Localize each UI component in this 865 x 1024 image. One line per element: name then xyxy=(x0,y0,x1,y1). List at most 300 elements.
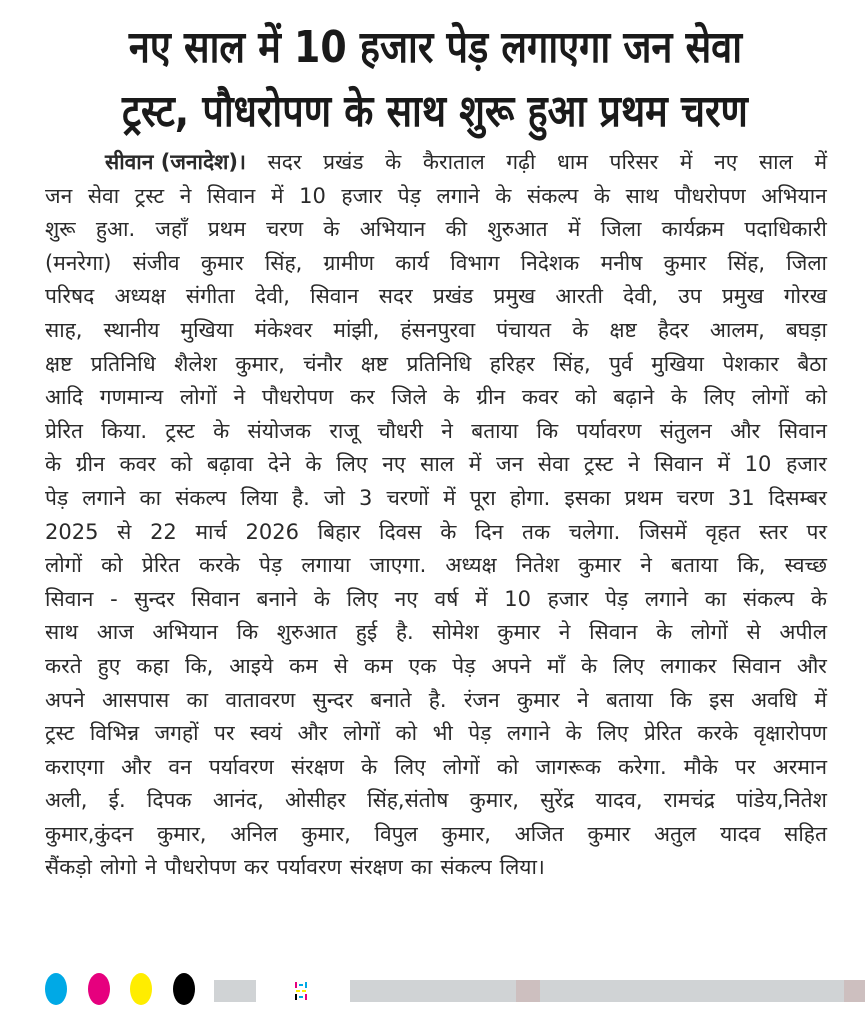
word: देवी, xyxy=(623,284,659,309)
word: जिला xyxy=(786,250,827,275)
word: मार्च xyxy=(195,519,227,544)
word: हुआ. xyxy=(95,217,136,242)
word: प्रतिनिधि xyxy=(90,351,156,376)
word: अध्यक्ष xyxy=(445,553,497,578)
word: के xyxy=(385,150,402,174)
registration-mark-icon xyxy=(294,981,308,1001)
word: कहा xyxy=(136,653,170,678)
word: पेड़ xyxy=(452,653,476,678)
word: पेड़ xyxy=(605,586,629,611)
word: अभियान xyxy=(359,217,426,242)
word: ने xyxy=(233,385,246,410)
article-line xyxy=(45,348,827,382)
article-line xyxy=(45,784,827,818)
word: के xyxy=(565,721,582,746)
word: बताया xyxy=(671,553,719,578)
word: देवी, xyxy=(254,284,290,309)
word: के xyxy=(323,217,340,242)
word: संगीता xyxy=(185,284,235,309)
word: बैठा xyxy=(797,351,827,376)
word: कि, xyxy=(185,653,214,678)
word: जाएगा. xyxy=(369,553,427,578)
word: संयोजक xyxy=(247,418,312,443)
word: विपुल xyxy=(374,821,418,846)
cyan-registration-dot xyxy=(45,973,67,1005)
word: ट्रस्ट xyxy=(45,721,75,746)
word: ने xyxy=(144,855,157,880)
word: बनाने xyxy=(256,586,298,611)
word: देने xyxy=(267,452,291,477)
word: अतुल xyxy=(653,821,697,846)
word: के xyxy=(305,452,322,477)
word: संरक्षण xyxy=(290,754,344,779)
article-line xyxy=(45,650,827,684)
word: लिया। xyxy=(499,855,545,880)
word: में xyxy=(475,586,488,611)
word: में xyxy=(679,150,693,174)
word: सुरेंद्र xyxy=(540,788,575,813)
word: सिवान xyxy=(778,418,827,443)
gray-swatch xyxy=(214,980,256,1002)
word: सदर xyxy=(378,284,413,309)
word: का xyxy=(410,855,433,880)
word: सहित xyxy=(784,821,827,846)
word: कुमार xyxy=(516,687,560,712)
word: अपने xyxy=(45,687,85,712)
word: कम xyxy=(363,653,393,678)
article-line xyxy=(45,247,827,281)
word: चलेगा. xyxy=(568,519,621,544)
word: अपील xyxy=(779,620,827,645)
word: संजीव xyxy=(132,250,180,275)
word: कुमार xyxy=(497,620,541,645)
word: ने xyxy=(179,183,192,208)
word: आदि xyxy=(45,385,84,410)
word: अपने xyxy=(491,653,532,678)
word: अभियान xyxy=(152,620,218,645)
word: जन xyxy=(45,183,73,208)
word: अरमान xyxy=(772,754,827,779)
word: सिवान xyxy=(45,586,94,611)
word: में xyxy=(270,183,284,208)
word: में xyxy=(567,217,581,242)
article-line xyxy=(45,146,827,180)
word: राजू xyxy=(329,418,359,443)
word: 10 xyxy=(744,452,772,477)
word: के xyxy=(495,183,512,208)
word: भी xyxy=(432,721,453,746)
word: के xyxy=(361,754,378,779)
word: को xyxy=(575,385,597,410)
word: दिपक xyxy=(146,788,192,813)
word: के xyxy=(580,653,598,678)
word: सेवा xyxy=(537,452,570,477)
word: और xyxy=(796,653,827,678)
word: मांझी, xyxy=(333,317,380,342)
word: स्थानीय xyxy=(103,317,160,342)
word: कुमार xyxy=(578,553,622,578)
word: सुन्दर xyxy=(134,586,175,611)
word: को xyxy=(496,754,519,779)
word: में xyxy=(814,687,827,712)
word: सोमेश xyxy=(432,620,479,645)
word: पर्यावरण xyxy=(276,855,342,880)
word: पुर्व xyxy=(609,351,633,376)
word: स्वच्छ xyxy=(784,553,827,578)
print-color-marks xyxy=(0,970,865,1006)
word: यादव xyxy=(719,821,761,846)
word: के xyxy=(670,385,688,410)
word: प्रेरित xyxy=(141,553,180,578)
word: जन xyxy=(495,452,524,477)
word: प्रमुख xyxy=(721,284,764,309)
word: और xyxy=(121,754,152,779)
word: ग्रीन xyxy=(476,385,506,410)
word: सिंह, xyxy=(264,250,303,275)
word: बिहार xyxy=(317,519,361,544)
word: संतुलन xyxy=(659,418,712,443)
word: लगाने xyxy=(644,586,689,611)
word: ओसीहर xyxy=(285,788,346,813)
article-line xyxy=(45,549,827,583)
word: के xyxy=(440,519,457,544)
word: सिवान xyxy=(310,284,359,309)
word: हरिहर xyxy=(489,351,535,376)
word: लोगों xyxy=(690,620,728,645)
word: हुई xyxy=(355,620,378,645)
word: में xyxy=(443,485,456,510)
word: 31 xyxy=(727,485,755,510)
word: अली, xyxy=(45,788,88,813)
word: ने xyxy=(627,452,640,477)
word: लगाने xyxy=(436,183,480,208)
word: पर xyxy=(806,519,827,544)
word: पर xyxy=(735,754,756,779)
word: प्रेरित xyxy=(45,418,83,443)
word: ने xyxy=(441,418,453,443)
article-body xyxy=(45,146,827,885)
word: कुमार xyxy=(200,250,244,275)
word: संरक्षण xyxy=(349,855,403,880)
word: है. xyxy=(291,485,310,510)
word: उप xyxy=(678,284,702,309)
word: लोगों xyxy=(45,553,82,578)
word: ने xyxy=(576,687,589,712)
word: अध्यक्ष xyxy=(114,284,166,309)
word: जहाँ xyxy=(155,217,188,242)
word: प्रमुख xyxy=(493,284,536,309)
word: वृक्षारोपण xyxy=(753,721,827,746)
word: स्तर xyxy=(759,519,788,544)
word: पौधरोपण xyxy=(674,183,746,208)
word: कि xyxy=(536,418,559,443)
word: संकल्प xyxy=(527,183,579,208)
word: मुखिया xyxy=(180,317,234,342)
word: का xyxy=(704,586,727,611)
word: सिवान xyxy=(206,183,256,208)
word: लगाने xyxy=(506,721,551,746)
word: ट्रस्ट xyxy=(583,452,614,477)
word: 2026 xyxy=(245,519,299,544)
word: दिवस xyxy=(379,519,422,544)
word: आरती xyxy=(555,284,603,309)
word: परिसर xyxy=(609,150,659,174)
word: पौधरोपण xyxy=(261,385,334,410)
word: कर xyxy=(244,855,269,880)
word: लिए xyxy=(613,653,645,678)
word: है. xyxy=(428,687,447,712)
word: सदर xyxy=(267,150,302,174)
word: साथ xyxy=(625,183,659,208)
headline-line-2 xyxy=(40,82,830,142)
word: लिए xyxy=(394,754,426,779)
word: लोगो xyxy=(100,855,137,880)
word: कराएगा xyxy=(45,754,105,779)
word: शुरुआत xyxy=(487,217,548,242)
word: होगा. xyxy=(509,485,551,510)
word: बनाते xyxy=(370,687,412,712)
word: लिए xyxy=(703,385,736,410)
word: ट्रस्ट xyxy=(134,183,165,208)
yellow-registration-dot xyxy=(130,973,152,1005)
article-line xyxy=(45,717,827,751)
word: प्रथम xyxy=(624,485,663,510)
word: 2025 xyxy=(45,519,99,544)
word: लोगों xyxy=(442,754,480,779)
word: गोरख xyxy=(783,284,827,309)
word: इस xyxy=(709,687,734,712)
magenta-registration-dot xyxy=(88,973,110,1005)
word: जो xyxy=(323,485,345,510)
word: अवधि xyxy=(750,687,798,712)
word: पौधरोपण xyxy=(164,855,237,880)
word: करके xyxy=(199,553,240,578)
word: वृहत xyxy=(705,519,741,544)
word: जागरूक xyxy=(535,754,601,779)
word: के xyxy=(810,586,827,611)
article-line xyxy=(45,280,827,314)
word: पेड़ xyxy=(397,183,421,208)
word: कैराताल xyxy=(422,150,485,174)
word: कुमार, xyxy=(301,821,351,846)
article-line xyxy=(45,381,827,415)
word: 10 xyxy=(504,586,531,611)
word: को xyxy=(101,553,123,578)
word: अजित xyxy=(514,821,564,846)
word: ट्रस्ट xyxy=(165,418,195,443)
word: बघड़ा xyxy=(785,317,827,342)
word: लोगों xyxy=(343,721,381,746)
word: सेवा xyxy=(87,183,120,208)
word: कवर xyxy=(119,452,156,477)
word: प्रेरित xyxy=(643,721,682,746)
word: करेगा. xyxy=(618,754,667,779)
word: बताया xyxy=(471,418,519,443)
pink-swatch-1 xyxy=(516,980,540,1002)
word: पेड़ xyxy=(468,721,492,746)
article-line xyxy=(45,516,827,550)
word: करके xyxy=(697,721,739,746)
word: है. xyxy=(395,620,414,645)
word: कि xyxy=(670,687,692,712)
word: पेशकार xyxy=(722,351,779,376)
word: कार्यक्रम xyxy=(661,217,725,242)
word: पूरा xyxy=(469,485,496,510)
word: के xyxy=(313,586,330,611)
pink-swatch-2 xyxy=(844,980,865,1002)
word: तक xyxy=(521,519,551,544)
word: वन xyxy=(168,754,192,779)
word: वर्ष xyxy=(434,586,459,611)
word: यादव, xyxy=(595,788,643,813)
article-line xyxy=(45,751,827,785)
word: शुरू xyxy=(45,217,76,242)
word: लोगों xyxy=(179,385,217,410)
word: प्रखंड xyxy=(323,150,364,174)
word: पेड़ xyxy=(259,553,283,578)
word: क्षष्ट xyxy=(45,351,73,376)
word: परिषद xyxy=(45,284,95,309)
word: से xyxy=(746,620,761,645)
word: को xyxy=(395,721,418,746)
word: एक xyxy=(408,653,437,678)
word: के xyxy=(656,620,673,645)
word: पांडेय,नितेश xyxy=(736,788,827,813)
word: क्षष्ट xyxy=(360,351,389,376)
word: को xyxy=(805,385,827,410)
word: माँ xyxy=(547,653,565,678)
word: कि, xyxy=(737,553,766,578)
word: कि xyxy=(236,620,259,645)
word: आलम, xyxy=(709,317,765,342)
article-line xyxy=(45,583,827,617)
word: दिन xyxy=(475,519,504,544)
word: मनीष xyxy=(600,250,643,275)
word: चरणों xyxy=(386,485,429,510)
word: का xyxy=(186,687,209,712)
headline-line-1 xyxy=(40,18,830,78)
word: लिया xyxy=(240,485,278,510)
word: धाम xyxy=(557,150,588,174)
article-line xyxy=(45,616,827,650)
word: चरण xyxy=(266,217,304,242)
word: कुमार xyxy=(663,250,707,275)
word: के xyxy=(572,317,589,342)
word: से xyxy=(117,519,132,544)
word: आनंद, xyxy=(212,788,264,813)
word: की xyxy=(445,217,468,242)
word: बढ़ावा xyxy=(206,452,254,477)
word: लगाने xyxy=(82,485,126,510)
word: जिसमें xyxy=(639,519,687,544)
word: सिवान xyxy=(732,653,781,678)
article-line xyxy=(45,448,827,482)
word: चौधरी xyxy=(377,418,423,443)
article-line xyxy=(45,415,827,449)
word: सिवान xyxy=(191,586,240,611)
gray-bar-1 xyxy=(350,980,516,1002)
word: कवर xyxy=(521,385,559,410)
word: रंजन xyxy=(463,687,500,712)
word: मौके xyxy=(683,754,718,779)
word: पर्यावरण xyxy=(208,754,274,779)
word: सुन्दर xyxy=(312,687,354,712)
word: - xyxy=(110,586,118,611)
word: को xyxy=(170,452,193,477)
word: सिवान xyxy=(654,452,703,477)
word: गणमान्य xyxy=(99,385,164,410)
word: जगहों xyxy=(154,721,199,746)
word: क्षष्ट xyxy=(609,317,637,342)
word: पेड़ xyxy=(45,485,69,510)
word: ग्रामीण xyxy=(323,250,375,275)
word: बताया xyxy=(605,687,653,712)
word: 10 xyxy=(299,183,326,208)
word: सिंह, xyxy=(727,250,766,275)
word: अनिल xyxy=(230,821,278,846)
word: हैदर xyxy=(657,317,689,342)
word: आज xyxy=(96,620,134,645)
word: किया. xyxy=(101,418,148,443)
word: दिसम्बर xyxy=(768,485,827,510)
word: संकल्प xyxy=(440,855,492,880)
word: 3 xyxy=(358,485,373,510)
word: पदाधिकारी xyxy=(744,217,827,242)
article-line xyxy=(45,213,827,247)
word: नए xyxy=(382,452,406,477)
word: आसपास xyxy=(101,687,170,712)
word: कुमार, xyxy=(235,351,285,376)
word: कम xyxy=(289,653,318,678)
article-line xyxy=(45,180,827,214)
word: कुमार, xyxy=(469,788,519,813)
word: प्रतिनिधि xyxy=(406,351,472,376)
word: साथ xyxy=(45,620,79,645)
word: शैलेश xyxy=(174,351,217,376)
word: में xyxy=(717,452,730,477)
word: आइये xyxy=(229,653,274,678)
word: बढ़ाने xyxy=(613,385,655,410)
word: हंसनपुरवा xyxy=(400,317,476,342)
article-line xyxy=(45,482,827,516)
word: हजार xyxy=(786,452,827,477)
article-line xyxy=(45,851,827,885)
word: मंकेश्वर xyxy=(254,317,313,342)
word: शुरुआत xyxy=(276,620,338,645)
word: पंचायत xyxy=(496,317,552,342)
word: चरण xyxy=(676,485,714,510)
gray-bar-2 xyxy=(540,980,844,1002)
word: ने xyxy=(640,553,652,578)
word: नए xyxy=(394,586,418,611)
word: साह, xyxy=(45,317,83,342)
word: कुमार xyxy=(587,821,631,846)
article-line xyxy=(45,314,827,348)
word: सिंह,संतोष xyxy=(367,788,449,813)
word: और xyxy=(297,721,328,746)
word: के xyxy=(45,452,62,477)
word: साल xyxy=(758,150,793,174)
word: पर्यावरण xyxy=(576,418,642,443)
word: लिए xyxy=(597,721,629,746)
word: में xyxy=(468,452,482,477)
word: के xyxy=(593,183,611,208)
word: सिंह, xyxy=(553,351,591,376)
word: लोगों xyxy=(751,385,789,410)
word: संकल्प xyxy=(175,485,227,510)
word: संकल्प xyxy=(742,586,795,611)
word: चंनौर xyxy=(303,351,343,376)
